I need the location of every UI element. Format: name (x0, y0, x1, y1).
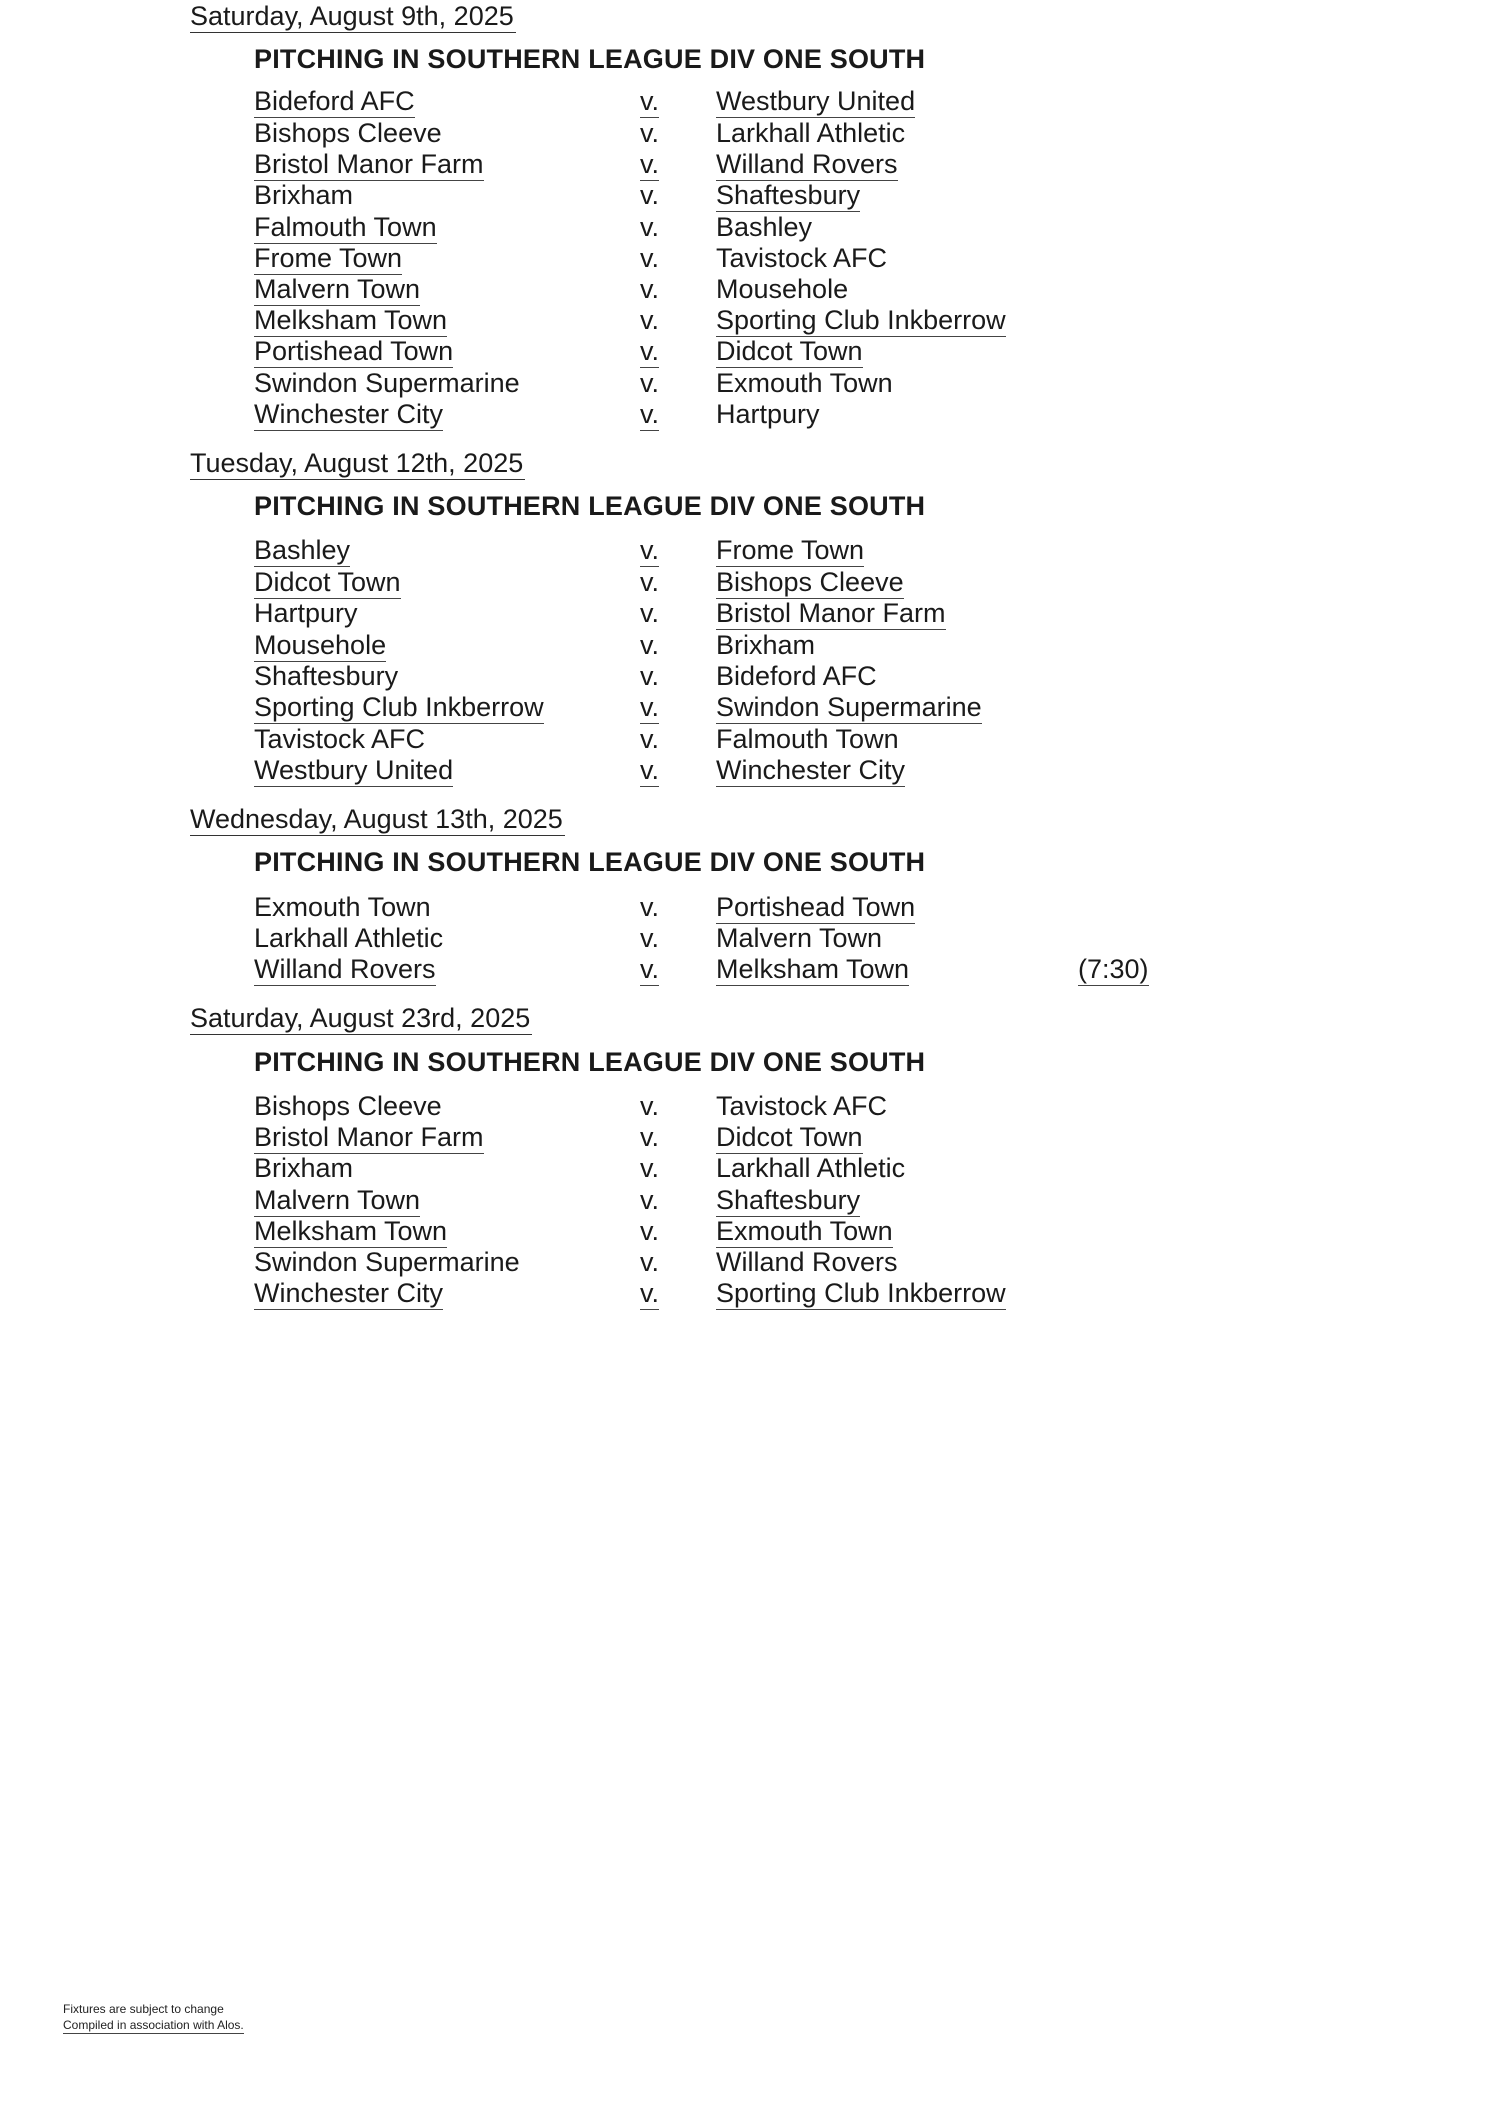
fixture-versus: v. (640, 630, 659, 660)
fixture-away-team: Bideford AFC (716, 661, 877, 691)
fixture-home-team: Didcot Town (254, 567, 401, 597)
fixture-versus: v. (640, 954, 659, 984)
fixture-versus: v. (640, 1153, 659, 1183)
fixture-away-team: Bishops Cleeve (716, 567, 904, 597)
fixture-away-team: Hartpury (716, 399, 820, 429)
fixture-home-team: Bishops Cleeve (254, 118, 442, 148)
footer-disclaimer: Fixtures are subject to change (63, 2002, 224, 2016)
fixture-versus: v. (640, 1122, 659, 1152)
fixture-away-team: Malvern Town (716, 923, 883, 953)
fixture-away-team: Bristol Manor Farm (716, 598, 946, 628)
fixture-away-team: Winchester City (716, 755, 906, 785)
fixture-away-team: Didcot Town (716, 336, 863, 366)
fixture-away-team: Brixham (716, 630, 816, 660)
league-title: PITCHING IN SOUTHERN LEAGUE DIV ONE SOUTH (254, 491, 926, 521)
fixture-home-team: Falmouth Town (254, 212, 437, 242)
fixture-versus: v. (640, 598, 659, 628)
fixture-versus: v. (640, 1091, 659, 1121)
fixture-versus: v. (640, 692, 659, 722)
fixture-home-team: Melksham Town (254, 305, 448, 335)
fixture-away-team: Westbury United (716, 86, 916, 116)
fixture-away-team: Shaftesbury (716, 1185, 861, 1215)
fixture-away-team: Shaftesbury (716, 180, 861, 210)
fixture-away-team: Larkhall Athletic (716, 1153, 906, 1183)
fixture-versus: v. (640, 755, 659, 785)
fixture-versus: v. (640, 1278, 659, 1308)
fixture-versus: v. (640, 336, 659, 366)
fixture-home-team: Bristol Manor Farm (254, 1122, 484, 1152)
fixture-home-team: Shaftesbury (254, 661, 399, 691)
fixture-home-team: Bashley (254, 535, 351, 565)
fixture-versus: v. (640, 892, 659, 922)
fixture-away-team: Larkhall Athletic (716, 118, 906, 148)
fixture-home-team: Frome Town (254, 243, 403, 273)
fixture-home-team: Winchester City (254, 1278, 444, 1308)
fixture-home-team: Portishead Town (254, 336, 454, 366)
fixture-home-team: Bristol Manor Farm (254, 149, 484, 179)
fixture-home-team: Sporting Club Inkberrow (254, 692, 544, 722)
fixture-home-team: Brixham (254, 1153, 354, 1183)
fixture-away-team: Exmouth Town (716, 368, 893, 398)
fixture-versus: v. (640, 86, 659, 116)
section-date-heading: Tuesday, August 12th, 2025 (190, 448, 524, 478)
fixture-home-team: Willand Rovers (254, 954, 436, 984)
fixture-away-team: Sporting Club Inkberrow (716, 305, 1006, 335)
fixture-versus: v. (640, 149, 659, 179)
fixture-home-team: Swindon Supermarine (254, 1247, 520, 1277)
fixture-away-team: Frome Town (716, 535, 865, 565)
fixture-away-team: Exmouth Town (716, 1216, 893, 1246)
fixture-away-team: Tavistock AFC (716, 1091, 888, 1121)
fixture-versus: v. (640, 535, 659, 565)
league-title: PITCHING IN SOUTHERN LEAGUE DIV ONE SOUTH (254, 44, 926, 74)
fixture-home-team: Winchester City (254, 399, 444, 429)
fixture-versus: v. (640, 212, 659, 242)
fixture-versus: v. (640, 243, 659, 273)
fixture-away-team: Bashley (716, 212, 813, 242)
fixture-home-team: Melksham Town (254, 1216, 448, 1246)
fixture-home-team: Malvern Town (254, 1185, 421, 1215)
league-title: PITCHING IN SOUTHERN LEAGUE DIV ONE SOUTH (254, 1047, 926, 1077)
footer-credit: Compiled in association with Alos. (63, 2018, 244, 2032)
fixture-away-team: Didcot Town (716, 1122, 863, 1152)
section-date-heading: Wednesday, August 13th, 2025 (190, 804, 563, 834)
section-date-heading: Saturday, August 9th, 2025 (190, 1, 514, 31)
fixture-versus: v. (640, 1216, 659, 1246)
fixture-home-team: Brixham (254, 180, 354, 210)
fixture-versus: v. (640, 724, 659, 754)
fixture-home-team: Mousehole (254, 630, 387, 660)
fixture-home-team: Swindon Supermarine (254, 368, 520, 398)
fixture-home-team: Exmouth Town (254, 892, 431, 922)
fixture-away-team: Portishead Town (716, 892, 916, 922)
fixture-versus: v. (640, 923, 659, 953)
fixture-versus: v. (640, 567, 659, 597)
fixture-versus: v. (640, 274, 659, 304)
fixture-away-team: Falmouth Town (716, 724, 899, 754)
fixture-versus: v. (640, 180, 659, 210)
fixture-home-team: Larkhall Athletic (254, 923, 444, 953)
fixture-versus: v. (640, 1247, 659, 1277)
fixture-home-team: Bideford AFC (254, 86, 415, 116)
fixture-away-team: Mousehole (716, 274, 849, 304)
fixture-away-team: Willand Rovers (716, 1247, 898, 1277)
fixture-versus: v. (640, 661, 659, 691)
fixture-home-team: Malvern Town (254, 274, 421, 304)
fixture-away-team: Willand Rovers (716, 149, 898, 179)
fixture-home-team: Bishops Cleeve (254, 1091, 442, 1121)
fixture-versus: v. (640, 118, 659, 148)
fixture-versus: v. (640, 368, 659, 398)
fixture-away-team: Sporting Club Inkberrow (716, 1278, 1006, 1308)
fixture-away-team: Swindon Supermarine (716, 692, 982, 722)
fixture-kickoff-time: (7:30) (1078, 954, 1149, 984)
fixture-versus: v. (640, 1185, 659, 1215)
fixture-home-team: Hartpury (254, 598, 358, 628)
fixture-away-team: Melksham Town (716, 954, 910, 984)
fixture-versus: v. (640, 305, 659, 335)
section-date-heading: Saturday, August 23rd, 2025 (190, 1003, 531, 1033)
fixture-away-team: Tavistock AFC (716, 243, 888, 273)
fixture-home-team: Tavistock AFC (254, 724, 426, 754)
league-title: PITCHING IN SOUTHERN LEAGUE DIV ONE SOUTH (254, 847, 926, 877)
fixture-home-team: Westbury United (254, 755, 454, 785)
fixture-versus: v. (640, 399, 659, 429)
